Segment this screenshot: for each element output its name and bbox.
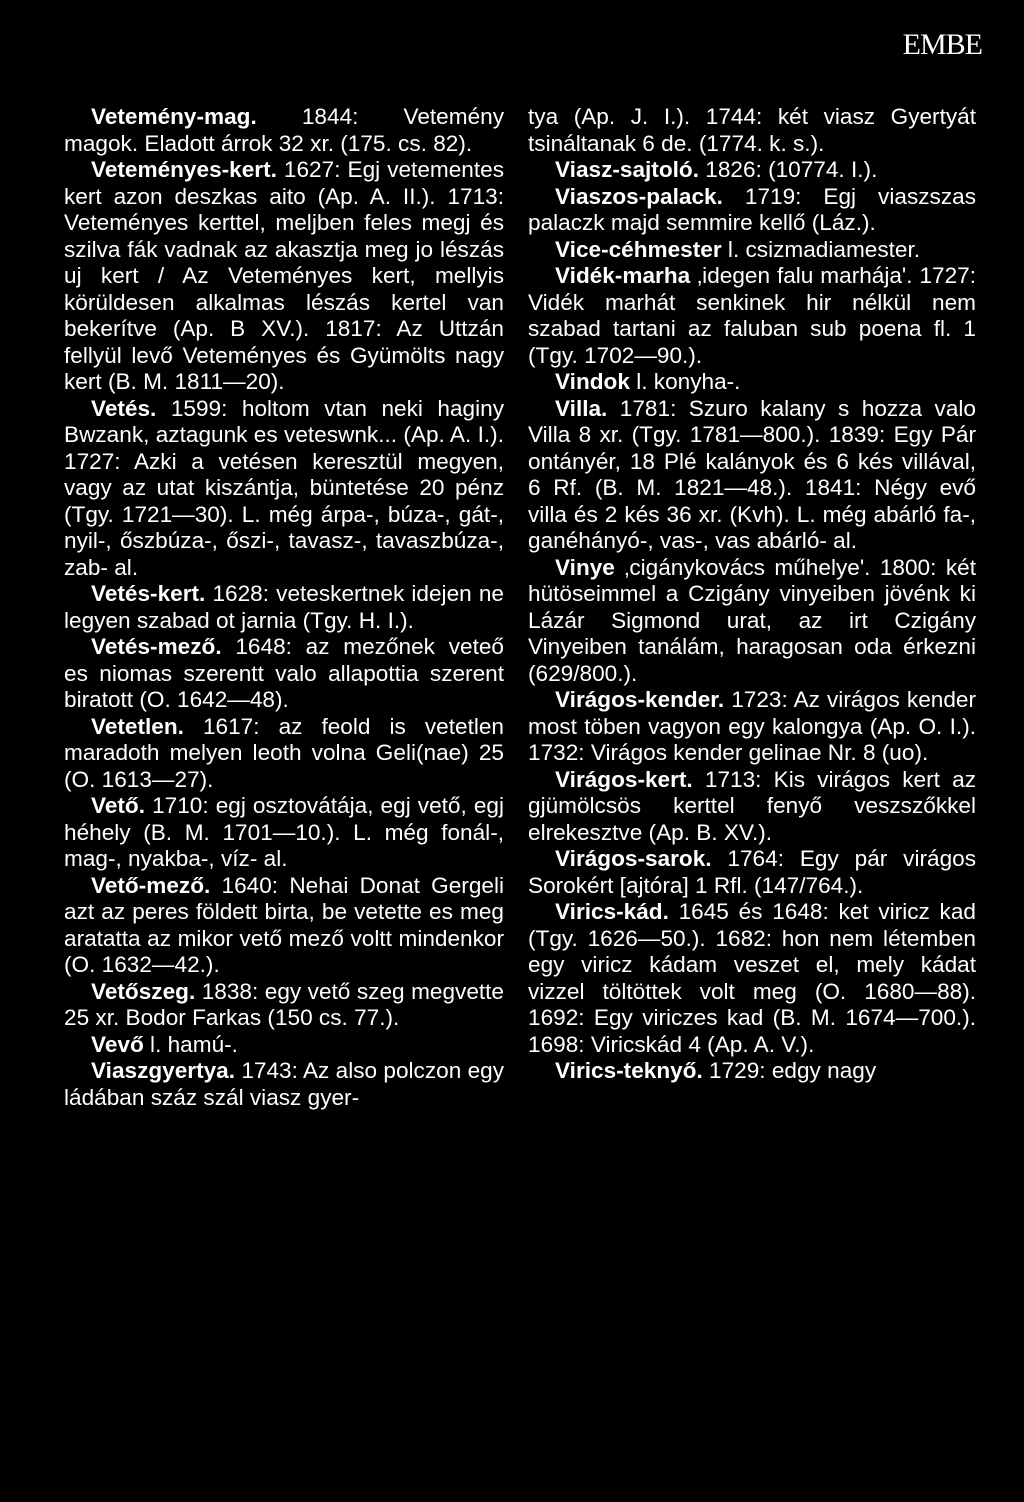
entry-text: 1640: Nehai Donat Gergeli azt az peres földett birta, be vetette es meg aratatta az mikor vető mező voltt mindenkor (O. 1632—42.). <box>64 872 504 977</box>
entry-text: 1723: Az virágos kender most töben vagyon egy kalongya (Ap. O. I.). 1732: Virágos kender gelinae Nr. 8 (uo). <box>528 687 976 765</box>
entry-headword: Vető-mező. <box>91 872 211 898</box>
entry-text: 1826: (10774. I.). <box>698 157 878 182</box>
entry-text: 1781: Szuro kalany s hozza valo Villa 8 xr. (Tgy. 1781—800.). 1839: Egy Pár ontányér, 18 Plé kalányok és 6 kés villával, 6 Rf. (B. M. 1821—48.). 1841: Négy evő villa és 2 kés 36 xr. (Kvh). L. még abárló fa-, ganéhányó-, vas-, vas abárló- al. <box>528 395 976 553</box>
dictionary-entry <box>64 634 504 714</box>
dictionary-entry <box>528 263 976 369</box>
dictionary-entry <box>528 1058 976 1085</box>
entry-headword: Vindok <box>555 369 630 394</box>
entry-text: 1599: holtom vtan neki haginy Bwzank, aztagunk es veteswnk... (Ap. A. I.). 1727: Azki a vetésen keresztül megyen, vagy az utat kiszántja, büntetése 20 pénz (Tgy. 1721—30). L. még árpa-, búza-, gát-, nyil-, őszbúza-, őszi-, tavasz-, tavaszbúza-, zab- al. <box>64 395 504 580</box>
dictionary-entry <box>528 899 976 1058</box>
right-column <box>528 104 976 1085</box>
dictionary-entry <box>528 237 976 264</box>
dictionary-entry <box>64 873 504 979</box>
entry-headword: Virágos-sarok. <box>555 846 712 871</box>
entry-text: 1838: egy vető szeg megvette 25 xr. Bodor Farkas (150 cs. 77.). <box>64 978 504 1030</box>
entry-headword: Virágos-kert. <box>555 766 693 792</box>
entry-headword: Vetés. <box>91 395 157 421</box>
entry-headword: Vetőszeg. <box>91 978 196 1004</box>
entry-text: 1844: Vetemény magok. Eladott árrok 32 xr. (175. cs. 82). <box>64 104 504 156</box>
entry-headword: Vetetlen. <box>91 713 184 739</box>
dictionary-entry <box>528 157 976 184</box>
dictionary-entry <box>64 979 504 1032</box>
entry-text: 1729: edgy nagy <box>702 1058 877 1083</box>
dictionary-entry <box>528 184 976 237</box>
entry-text: 1645 és 1648: ket viricz kad (Tgy. 1626—50.). 1682: hon nem létemben egy viricz kádam veszet el, mely kádat vizzel töltöttek volt meg (O. 1680—88). 1692: Egy viriczes kad (B. M. 1674—700.). 1698: Viricskád 4 (Ap. A. V.). <box>528 899 976 1057</box>
dictionary-entry <box>64 104 504 157</box>
entry-text: 1743: Az also polczon egy ládában száz szál viasz gyer- <box>64 1058 504 1110</box>
entry-text: 1617: az feold is vetetlen maradoth melyen leoth volna Geli(nae) 25 (O. 1613—27). <box>64 713 504 792</box>
entry-headword: Virágos-kender. <box>555 687 725 712</box>
entry-text: tya (Ap. J. I.). 1744: két viasz Gyertyát tsináltanak 6 de. (1774. k. s.). <box>528 104 976 156</box>
entry-headword: Virics-teknyő. <box>555 1058 703 1083</box>
dictionary-entry <box>528 555 976 688</box>
entry-text: 1628: veteskertnek idejen ne legyen szabad ot jarnia (Tgy. H. I.). <box>64 581 504 633</box>
entry-headword: Vice-céhmester <box>555 236 722 262</box>
entry-text: ‚idegen falu marhája'. 1727: Vidék marhát senkinek hir nélkül nem szabad tartani az faluban sub poena fl. 1 (Tgy. 1702—90.). <box>528 263 976 368</box>
dictionary-entry <box>64 581 504 634</box>
dictionary-entry <box>64 1032 504 1059</box>
dictionary-entry <box>64 793 504 873</box>
entry-headword: Vetemény-mag. <box>91 104 257 129</box>
entry-headword: Viasz-sajtoló. <box>555 157 699 182</box>
entry-headword: Veteményes-kert. <box>91 157 277 182</box>
entry-headword: Vevő <box>91 1031 144 1057</box>
entry-text: 1710: egj osztovátája, egj vető, egj héhely (B. M. 1701—10.). L. még fonál-, mag-, nyakba-, víz- al. <box>64 793 504 871</box>
entry-text: ‚cigánykovács műhelye'. 1800: két hütöseimmel a Czigány vinyeiben jövénk ki Lázár Sigmond urat, az irt Czigány Vinyeiben tanálám, haragosan oda érkezni (629/800.). <box>528 554 976 686</box>
entry-headword: Vetés-mező. <box>91 634 222 659</box>
dictionary-entry <box>528 369 976 396</box>
entry-headword: Vinye <box>555 554 615 580</box>
entry-text: l. konyha-. <box>629 369 741 394</box>
dictionary-entry <box>528 104 976 157</box>
entry-headword: Vidék-marha <box>555 263 691 288</box>
entry-text: 1648: az mezőnek veteő es niomas szerentt valo allapottia szerent biratott (O. 1642—48). <box>64 634 504 712</box>
entry-headword: Vetés-kert. <box>91 581 206 606</box>
entry-text: 1627: Egj vetementes kert azon deszkas aito (Ap. A. II.). 1713: Veteményes kerttel, meljben feles megj és szilva fák vadnak az akasztja meg jo lészás uj kert / Az Veteményes kert, mellyis körüldesen alkalmas lészás kertel van bekerítve (Ap. B XV.). 1817: Az Uttzán fellyül levő Veteményes és Gyümölts nagy kert (B. M. 1811—20). <box>64 157 504 394</box>
entry-headword: Viaszgyertya. <box>91 1058 236 1083</box>
left-column <box>64 104 504 1111</box>
dictionary-entry <box>528 767 976 847</box>
dictionary-entry <box>64 396 504 582</box>
entry-text: 1719: Egj viaszszas palaczk majd semmire kellő (Láz.). <box>528 183 976 235</box>
publisher-logo: EMBE <box>902 28 982 61</box>
dictionary-entry <box>528 687 976 767</box>
entry-headword: Viaszos-palack. <box>555 183 723 209</box>
entry-headword: Virics-kád. <box>555 899 669 924</box>
dictionary-entry <box>64 714 504 794</box>
entry-text: 1713: Kis virágos kert az gjümölcsös kerttel fenyő veszszőkkel elrekesztve (Ap. B. XV.). <box>528 766 976 845</box>
entry-text: 1764: Egy pár virágos Sorokért [ajtóra] 1 Rfl. (147/764.). <box>528 846 976 898</box>
entry-text: l. hamú-. <box>143 1031 238 1057</box>
entry-headword: Villa. <box>555 395 608 421</box>
dictionary-entry <box>64 1058 504 1111</box>
dictionary-entry <box>528 846 976 899</box>
entry-text: l. csizmadiamester. <box>721 236 921 262</box>
dictionary-entry <box>528 396 976 555</box>
entry-headword: Vető. <box>91 793 145 818</box>
dictionary-entry <box>64 157 504 396</box>
